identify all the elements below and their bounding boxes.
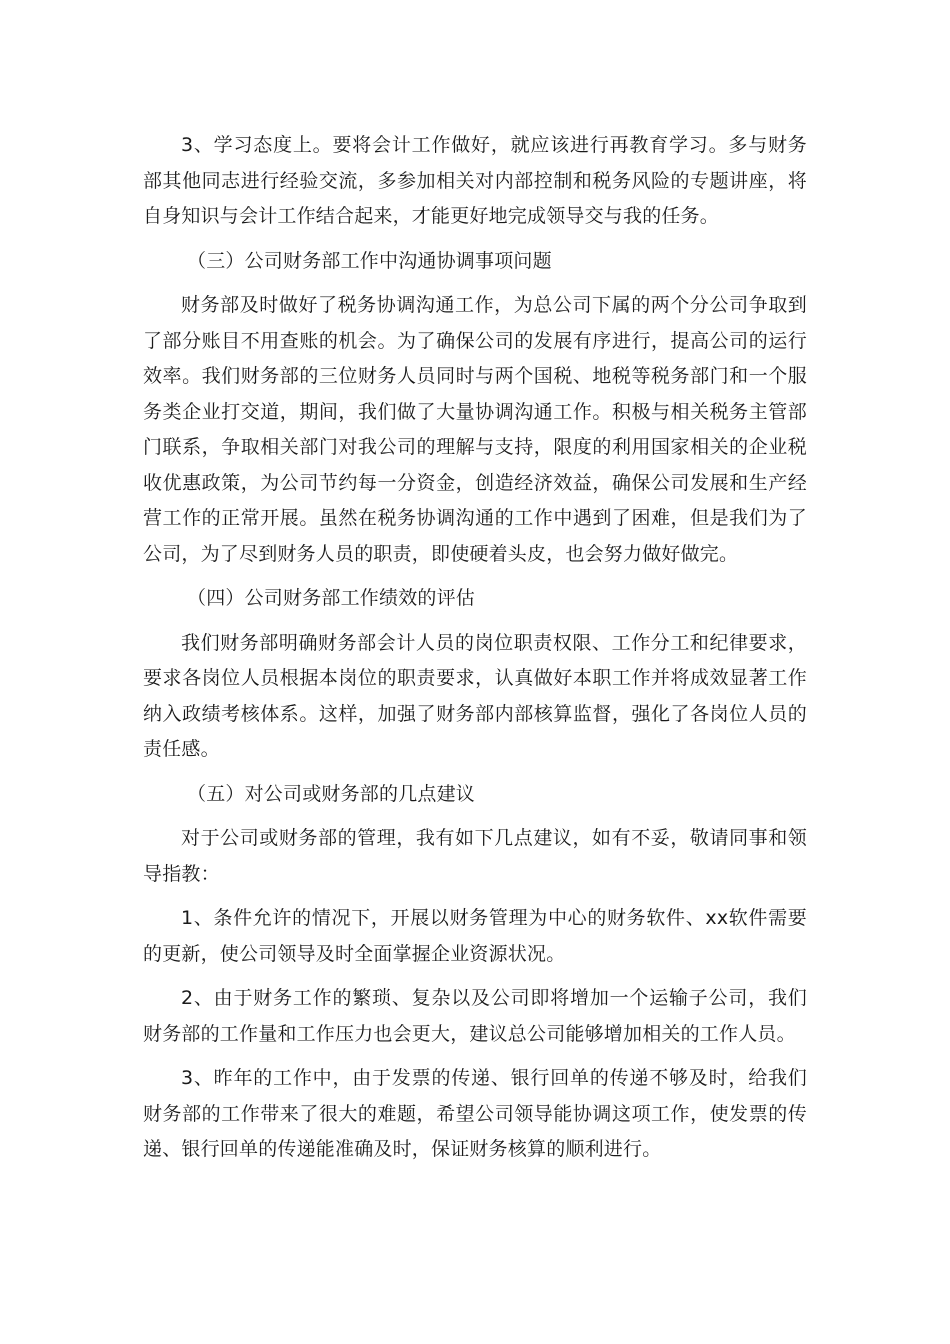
paragraph-suggestion-2: 2、由于财务工作的繁琐、复杂以及公司即将增加一个运输子公司，我们财务部的工作量和工作压力也会更大，建议总公司能够增加相关的工作人员。 xyxy=(143,987,807,1045)
section-heading-performance: （四）公司财务部工作绩效的评估 xyxy=(187,587,476,609)
paragraph-suggestions-intro: 对于公司或财务部的管理，我有如下几点建议，如有不妥，敬请同事和领导指教： xyxy=(143,827,807,885)
paragraph-performance-evaluation: 我们财务部明确财务部会计人员的岗位职责权限、工作分工和纪律要求，要求各岗位人员根据本岗位的职责要求，认真做好本职工作并将成效显著工作纳入政绩考核体系。这样，加强了财务部内部核算监督，强化了各岗位人员的责任感。 xyxy=(143,631,807,760)
section-heading-suggestions: （五）对公司或财务部的几点建议 xyxy=(187,782,476,805)
paragraph-study-attitude: 3、学习态度上。要将会计工作做好，就应该进行再教育学习。多与财务部其他同志进行经验交流，多参加相关对内部控制和税务风险的专题讲座，将自身知识与会计工作结合起来，才能更好地完成领导交与我的任务。 xyxy=(143,134,807,227)
document-body xyxy=(143,128,807,1177)
paragraph-tax-coordination: 财务部及时做好了税务协调沟通工作，为总公司下属的两个分公司争取到了部分账目不用查账的机会。为了确保公司的发展有序进行，提高公司的运行效率。我们财务部的三位财务人员同时与两个国税、地税等税务部门和一个服务类企业打交道，期间，我们做了大量协调沟通工作。积极与相关税务主管部门联系，争取相关部门对我公司的理解与支持，限度的利用国家相关的企业税收优惠政策，为公司节约每一分资金，创造经济效益，确保公司发展和生产经营工作的正常开展。虽然在税务协调沟通的工作中遇到了困难，但是我们为了公司，为了尽到财务人员的职责，即使硬着头皮，也会努力做好做完。 xyxy=(143,294,807,565)
section-heading-communication: （三）公司财务部工作中沟通协调事项问题 xyxy=(187,249,552,272)
paragraph-suggestion-3: 3、昨年的工作中，由于发票的传递、银行回单的传递不够及时，给我们财务部的工作带来了很大的难题，希望公司领导能协调这项工作，使发票的传递、银行回单的传递能准确及时，保证财务核算的顺利进行。 xyxy=(143,1067,807,1160)
paragraph-suggestion-1: 1、条件允许的情况下，开展以财务管理为中心的财务软件、xx软件需要的更新，使公司领导及时全面掌握企业资源状况。 xyxy=(143,907,807,965)
